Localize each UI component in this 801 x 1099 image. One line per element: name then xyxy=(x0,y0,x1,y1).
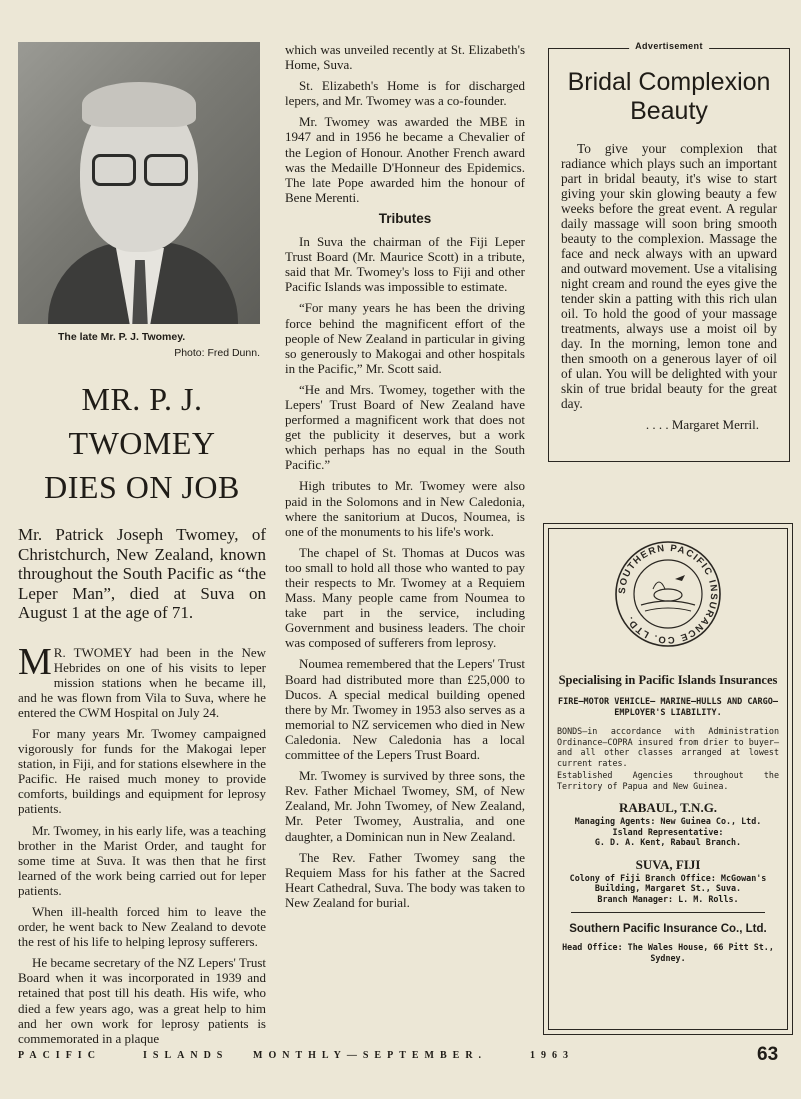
seal-text: SOUTHERN PACIFIC INSURANCE CO. LTD. xyxy=(616,542,720,646)
paragraph-12: High tributes to Mr. Twomey were also paid in the Solomons and in New Caledonia, where the sanitorium at Ducos, Noumea, is one of the monuments to his life's work. xyxy=(285,478,525,539)
paragraph-13: The chapel of St. Thomas at Ducos was too small to hold all those who wanted to pay their respects to Mr. Twomey at a Requiem Mass. Many people came from Noumea to take part in the service, including Government and business leaders. The choir was composed of sufferers from leprosy. xyxy=(285,544,525,651)
footer-year: 1963 xyxy=(530,1050,574,1061)
paragraph-1 xyxy=(18,640,266,720)
left-column xyxy=(18,42,266,1052)
rabaul-heading: RABAUL, T.N.G. xyxy=(618,800,718,815)
drop-cap: M xyxy=(18,640,52,683)
paragraph-6: which was unveiled recently at St. Elizabeth's Home, Suva. xyxy=(285,42,525,73)
ad2-heading: Specialising in Pacific Islands Insurances xyxy=(558,673,778,687)
rabaul-rep: G. D. A. Kent, Rabaul Branch. xyxy=(594,837,742,847)
paragraph-2: For many years Mr. Twomey campaigned vigorously for funds for the Makogai leper station, in Fiji, and for stations elsewhere in the Pacific. He raised much money to provide comforts, buildings and equipment for leprosy patients. xyxy=(18,725,266,817)
ad-title: Bridal Complexion Beauty xyxy=(567,68,771,125)
portrait-photo xyxy=(18,42,260,324)
paragraph-9: In Suva the chairman of the Fiji Leper Trust Board (Mr. Maurice Scott) in a tribute, said that Mr. Twomey's loss to Fiji and other Pacific Islands was impossible to estimate. xyxy=(285,234,525,295)
ad-signature: . . . . Margaret Merril. xyxy=(645,417,759,432)
insurance-lines: FIRE—MOTOR VEHICLE— MARINE—HULLS AND CARGO— EMPLOYER'S LIABILITY. xyxy=(557,697,779,718)
divider xyxy=(571,912,765,913)
subheading-tributes: Tributes xyxy=(378,210,432,226)
paragraph-3: Mr. Twomey, in his early life, was a teaching brother in the Marist Order, and taught for some time at Suva. It was then that he first learned of the work being carried out for leper patients. xyxy=(18,822,266,898)
suva-heading: SUVA, FIJI xyxy=(635,856,701,872)
footer-word-pacific: PACIFIC xyxy=(18,1050,101,1061)
paragraph-5: He became secretary of the NZ Lepers' Trust Board when it was incorporated in 1939 and retained that post till his death. His wife, who died a few years ago, was a great help to him and her own work for leprosy patients is commemorated in a plaque xyxy=(18,955,266,1046)
footer-word-monthly: MONTHLY—SEPTEMBER. xyxy=(253,1050,488,1061)
paragraph-10: “For many years he has been the driving force behind the magnificent effort of the people of New Zealand in particular in giving so generously to Makogai and other hospitals in the Pacific,” Mr. Scott said. xyxy=(285,300,525,376)
rabaul-rep-label: Island Representative: xyxy=(612,826,724,837)
paragraph-4: When ill-health forced him to leave the order, he went back to New Zealand to devote the rest of his life to helping leprosy sufferers. xyxy=(18,904,266,950)
svg-text:SOUTHERN PACIFIC INSURANCE CO. xyxy=(617,543,719,645)
page-number: 63 xyxy=(757,1044,779,1065)
rabaul-agents: Managing Agents: New Guinea Co., Ltd. xyxy=(574,816,762,826)
footer-word-islands: ISLANDS xyxy=(143,1050,229,1061)
bonds-text: BONDS—in accordance with Administration Ordinance—COPRA insured from drier to buyer—and all other classes arranged at lowest current rates. xyxy=(557,726,779,768)
middle-column xyxy=(285,42,525,916)
agencies-text: Established Agencies throughout the Territory of Papua and New Guinea. xyxy=(557,770,779,791)
paragraph-15: Mr. Twomey is survived by three sons, the Rev. Father Michael Twomey, SM, of New Zealand, Mr. John Twomey, of New Zealand, Mr. Peter Twomey, Australia, and one daughter, a Dominican nun in New Zealand. xyxy=(285,768,525,844)
photo-caption: The late Mr. P. J. Twomey. xyxy=(58,331,186,343)
suva-office: Colony of Fiji Branch Office: McGowan's Building, Margaret St., Suva. xyxy=(569,872,767,893)
advertisement-label: Advertisement xyxy=(629,41,709,51)
paragraph-8: Mr. Twomey was awarded the MBE in 1947 and in 1956 he became a Chevalier of the Legion of Honour. Another French award was the Medaille D'Honneur des Epidemics. The late Pope awarded him the honour of Bene Merenti. xyxy=(285,114,525,205)
paragraph-7: St. Elizabeth's Home is for discharged lepers, and Mr. Twomey was a co-founder. xyxy=(285,78,525,109)
company-name: Southern Pacific Insurance Co., Ltd. xyxy=(569,923,767,935)
insurance-advertisement xyxy=(543,523,793,1035)
headline xyxy=(18,377,266,509)
photo-credit: Photo: Fred Dunn. xyxy=(174,347,260,359)
paragraph-1-text: R. TWOMEY had been in the New Hebrides on one of his visits to leper mission stations when he became ill, and he was flown from Vila to Suva, where he entered the CWM Hospital on July 24. xyxy=(18,644,266,720)
paragraph-14: Noumea remembered that the Lepers' Trust Board had distributed more than £25,000 to Ducos. A special medical building opened there by Mr. Twomey in 1953 also serves as a memorial to NZ servicemen who died in New Caledonia. New Caledonia has a local committee of the Lepers Trust Board. xyxy=(285,656,525,763)
insurance-seal-icon xyxy=(613,539,723,649)
ad-body: To give your complexion that radiance which plays such an important part in bridal beauty, it's wise to start giving your skin glowing beauty a few weeks before the great event. A regular daily massage will soon bring smooth beauty to the complexion. Massage the face and neck always with an upward and outward movement. Use a vitalising night cream and round the eyes give the tender skin a patting with this rich ulan oil. To hold the good of your massage treatments, always use a moist oil by day. In the morning, lemon tone and then smooth on a generous layer of oil of ulan. You will be delighted with your skin of true bridal beauty for the great day. xyxy=(561,141,777,411)
paragraph-11: “He and Mrs. Twomey, together with the Lepers' Trust Board of New Zealand have performed a magnificent work that does not get the publicity it deserves, but a work which perhaps has no equal in the South Pacific.” xyxy=(285,381,525,473)
head-office: Head Office: The Wales House, 66 Pitt St., Sydney. xyxy=(562,942,774,963)
standfirst: Mr. Patrick Joseph Twomey, of Christchurch, New Zealand, known throughout the South Pacific as “the Leper Man”, died at Suva on August 1 at the age of 71. xyxy=(18,525,266,622)
paragraph-16: The Rev. Father Twomey sang the Requiem Mass for his father at the Sacred Heart Cathedral, Suva. The body was taken to New Zealand for burial. xyxy=(285,849,525,910)
headline-line-1: MR. P. J. TWOMEY xyxy=(68,381,216,461)
article-body-left xyxy=(18,640,266,1046)
suva-manager: Branch Manager: L. M. Rolls. xyxy=(597,893,739,904)
headline-line-2: DIES ON JOB xyxy=(44,469,240,505)
bridal-advertisement xyxy=(548,41,790,462)
